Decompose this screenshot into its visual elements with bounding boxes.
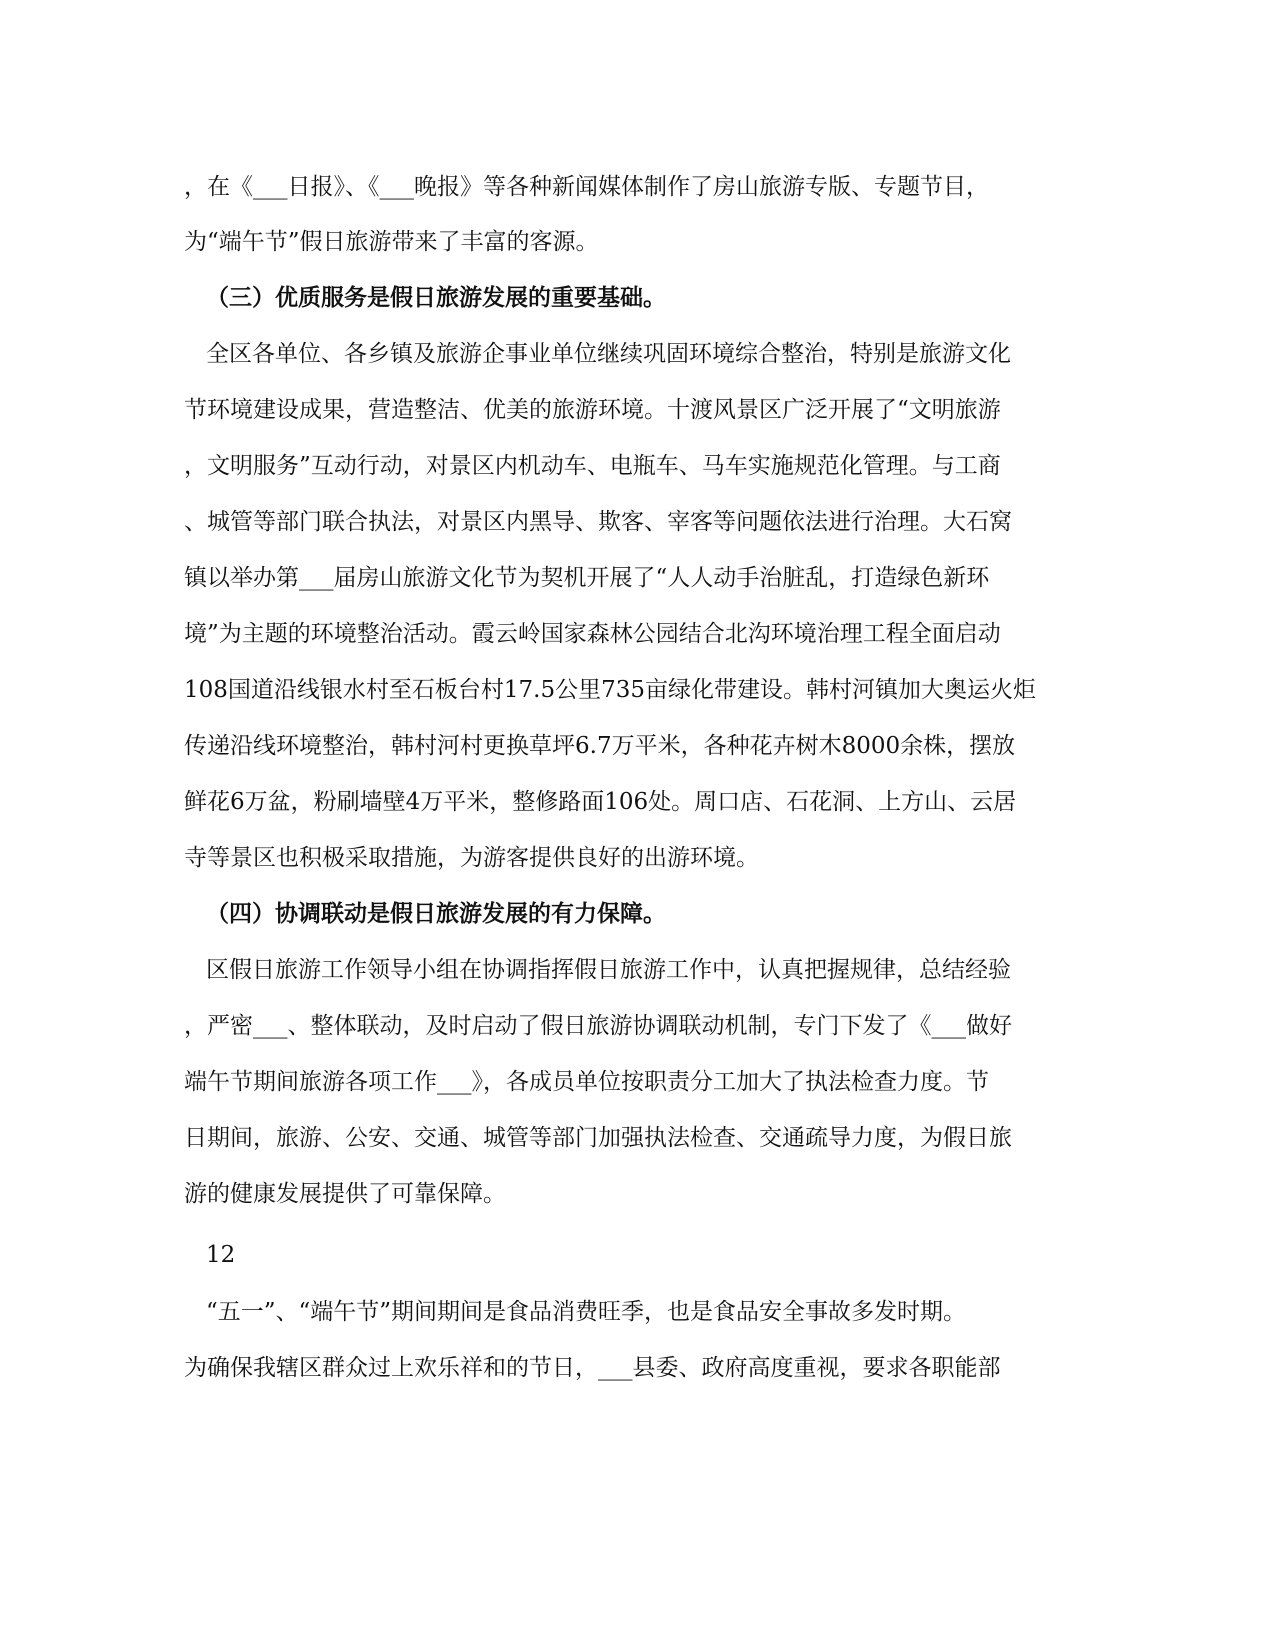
text-line: 为“端午节”假日旅游带来了丰富的客源。 <box>184 229 599 255</box>
text-line: 传递沿线环境整治，韩村河村更换草坪6.7万平米，各种花卉树木8000余株，摆放 <box>184 733 1016 759</box>
text-line: “五一”、“端午节”期间期间是食品消费旺季，也是食品安全事故多发时期。 <box>206 1299 967 1325</box>
text-line: ，在《___日报》、《___晚报》等各种新闻媒体制作了房山旅游专版、专题节目， <box>184 174 989 200</box>
text-line: 镇以举办第___届房山旅游文化节为契机开展了“人人动手治脏乱，打造绿色新环 <box>184 565 990 591</box>
text-line: 108国道沿线银水村至石板台村17.5公里735亩绿化带建设。韩村河镇加大奥运火炬 <box>184 677 1037 703</box>
text-line: 节环境建设成果，营造整洁、优美的旅游环境。十渡风景区广泛开展了“文明旅游 <box>184 397 1001 423</box>
text-line: 全区各单位、各乡镇及旅游企事业单位继续巩固环境综合整治，特别是旅游文化 <box>206 341 1011 367</box>
text-line: 境”为主题的环境整治活动。霞云岭国家森林公园结合北沟环境治理工程全面启动 <box>184 621 1001 647</box>
text-line: 游的健康发展提供了可靠保障。 <box>184 1181 506 1207</box>
text-line: 日期间，旅游、公安、交通、城管等部门加强执法检查、交通疏导力度，为假日旅 <box>184 1125 1012 1151</box>
text-line: 鲜花6万盆，粉刷墙壁4万平米，整修路面106处。周口店、石花洞、上方山、云居 <box>184 789 1017 815</box>
text-line: 寺等景区也积极采取措施，为游客提供良好的出游环境。 <box>184 845 759 871</box>
text-line: 为确保我辖区群众过上欢乐祥和的节日，___县委、政府高度重视，要求各职能部 <box>184 1355 1001 1381</box>
text-line: ，严密___、整体联动，及时启动了假日旅游协调联动机制，专门下发了《___做好 <box>184 1013 1012 1039</box>
text-line: 、城管等部门联合执法，对景区内黑导、欺客、宰客等问题依法进行治理。大石窝 <box>184 509 1012 535</box>
section-number: 12 <box>206 1242 236 1268</box>
text-line: ，文明服务”互动行动，对景区内机动车、电瓶车、马车实施规范化管理。与工商 <box>184 453 1001 479</box>
section-heading: （三）优质服务是假日旅游发展的重要基础。 <box>206 285 666 311</box>
section-heading: （四）协调联动是假日旅游发展的有力保障。 <box>206 901 666 927</box>
text-line: 区假日旅游工作领导小组在协调指挥假日旅游工作中，认真把握规律，总结经验 <box>206 957 1011 983</box>
text-line: 端午节期间旅游各项工作___》，各成员单位按职责分工加大了执法检查力度。节 <box>184 1069 989 1095</box>
